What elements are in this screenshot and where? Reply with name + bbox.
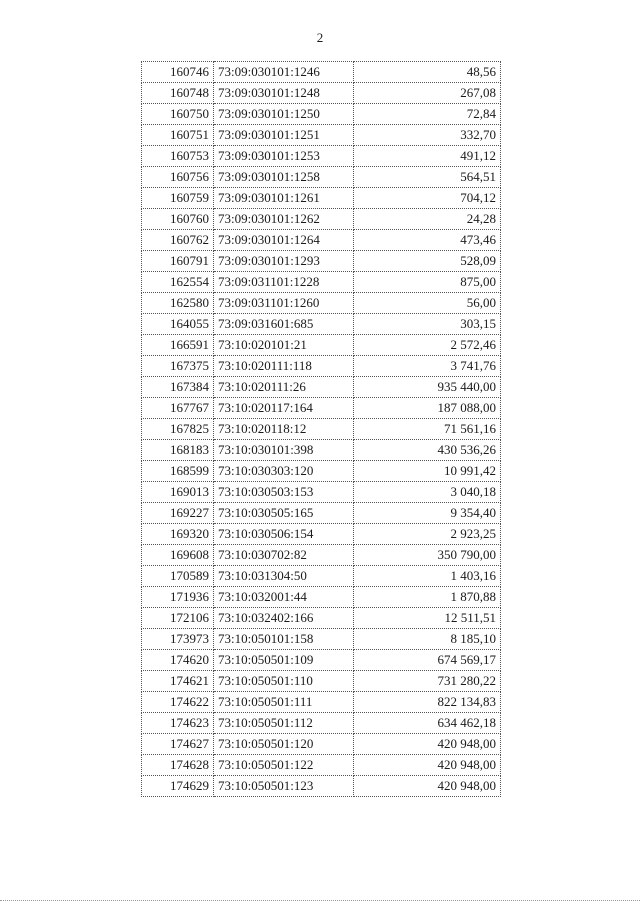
table-row xyxy=(142,650,501,671)
value-cell: 420 948,00 xyxy=(354,776,501,797)
row-id-cell: 166591 xyxy=(142,335,214,356)
row-id-cell: 162580 xyxy=(142,293,214,314)
value-cell: 473,46 xyxy=(354,230,501,251)
row-id-cell: 167384 xyxy=(142,377,214,398)
row-id-cell: 169227 xyxy=(142,503,214,524)
cadastral-number-cell: 73:09:030101:1293 xyxy=(214,251,354,272)
row-id-cell: 169608 xyxy=(142,545,214,566)
cadastral-number-cell: 73:10:030505:165 xyxy=(214,503,354,524)
value-cell: 71 561,16 xyxy=(354,419,501,440)
table-row xyxy=(142,398,501,419)
table-body xyxy=(142,62,501,797)
cadastral-number-cell: 73:10:050501:110 xyxy=(214,671,354,692)
row-id-cell: 168183 xyxy=(142,440,214,461)
row-id-cell: 174628 xyxy=(142,755,214,776)
table-row xyxy=(142,524,501,545)
row-id-cell: 172106 xyxy=(142,608,214,629)
table-row xyxy=(142,671,501,692)
value-cell: 2 572,46 xyxy=(354,335,501,356)
table-row xyxy=(142,62,501,83)
table-row xyxy=(142,83,501,104)
table-row xyxy=(142,566,501,587)
row-id-cell: 167375 xyxy=(142,356,214,377)
value-cell: 634 462,18 xyxy=(354,713,501,734)
page-number: 2 xyxy=(316,30,324,45)
cadastral-number-cell: 73:09:031601:685 xyxy=(214,314,354,335)
value-cell: 9 354,40 xyxy=(354,503,501,524)
row-id-cell: 160751 xyxy=(142,125,214,146)
value-cell: 528,09 xyxy=(354,251,501,272)
value-cell: 704,12 xyxy=(354,188,501,209)
table-row xyxy=(142,629,501,650)
row-id-cell: 174621 xyxy=(142,671,214,692)
cadastral-number-cell: 73:10:050101:158 xyxy=(214,629,354,650)
cadastral-number-cell: 73:09:030101:1261 xyxy=(214,188,354,209)
value-cell: 24,28 xyxy=(354,209,501,230)
table-row xyxy=(142,188,501,209)
cadastral-number-cell: 73:10:032402:166 xyxy=(214,608,354,629)
cadastral-number-cell: 73:09:030101:1264 xyxy=(214,230,354,251)
value-cell: 72,84 xyxy=(354,104,501,125)
table-row xyxy=(142,146,501,167)
row-id-cell: 164055 xyxy=(142,314,214,335)
table-row xyxy=(142,440,501,461)
value-cell: 3 741,76 xyxy=(354,356,501,377)
value-cell: 491,12 xyxy=(354,146,501,167)
cadastral-number-cell: 73:10:050501:109 xyxy=(214,650,354,671)
row-id-cell: 162554 xyxy=(142,272,214,293)
value-cell: 56,00 xyxy=(354,293,501,314)
value-cell: 350 790,00 xyxy=(354,545,501,566)
cadastral-number-cell: 73:10:020117:164 xyxy=(214,398,354,419)
cadastral-number-cell: 73:10:050501:111 xyxy=(214,692,354,713)
row-id-cell: 174627 xyxy=(142,734,214,755)
table-row xyxy=(142,167,501,188)
row-id-cell: 167825 xyxy=(142,419,214,440)
value-cell: 2 923,25 xyxy=(354,524,501,545)
row-id-cell: 174623 xyxy=(142,713,214,734)
cadastral-number-cell: 73:09:030101:1251 xyxy=(214,125,354,146)
table-row xyxy=(142,755,501,776)
row-id-cell: 169320 xyxy=(142,524,214,545)
cadastral-number-cell: 73:09:030101:1246 xyxy=(214,62,354,83)
row-id-cell: 160748 xyxy=(142,83,214,104)
cadastral-value-table xyxy=(141,61,501,797)
cadastral-number-cell: 73:10:030506:154 xyxy=(214,524,354,545)
cadastral-number-cell: 73:10:050501:120 xyxy=(214,734,354,755)
cadastral-number-cell: 73:10:032001:44 xyxy=(214,587,354,608)
cadastral-number-cell: 73:10:050501:123 xyxy=(214,776,354,797)
table-row xyxy=(142,230,501,251)
table-row xyxy=(142,776,501,797)
cadastral-number-cell: 73:10:030702:82 xyxy=(214,545,354,566)
row-id-cell: 174622 xyxy=(142,692,214,713)
table-row xyxy=(142,356,501,377)
row-id-cell: 160760 xyxy=(142,209,214,230)
table-row xyxy=(142,419,501,440)
table-row xyxy=(142,692,501,713)
value-cell: 935 440,00 xyxy=(354,377,501,398)
cadastral-number-cell: 73:09:030101:1262 xyxy=(214,209,354,230)
table-row xyxy=(142,335,501,356)
cadastral-number-cell: 73:09:030101:1250 xyxy=(214,104,354,125)
value-cell: 332,70 xyxy=(354,125,501,146)
value-cell: 3 040,18 xyxy=(354,482,501,503)
row-id-cell: 160762 xyxy=(142,230,214,251)
row-id-cell: 173973 xyxy=(142,629,214,650)
value-cell: 187 088,00 xyxy=(354,398,501,419)
value-cell: 267,08 xyxy=(354,83,501,104)
table-row xyxy=(142,251,501,272)
row-id-cell: 160759 xyxy=(142,188,214,209)
cadastral-number-cell: 73:09:031101:1260 xyxy=(214,293,354,314)
value-cell: 303,15 xyxy=(354,314,501,335)
row-id-cell: 170589 xyxy=(142,566,214,587)
value-cell: 674 569,17 xyxy=(354,650,501,671)
table-row xyxy=(142,377,501,398)
row-id-cell: 167767 xyxy=(142,398,214,419)
row-id-cell: 174620 xyxy=(142,650,214,671)
cadastral-number-cell: 73:09:030101:1253 xyxy=(214,146,354,167)
cadastral-number-cell: 73:10:020118:12 xyxy=(214,419,354,440)
row-id-cell: 160791 xyxy=(142,251,214,272)
table-row xyxy=(142,293,501,314)
value-cell: 48,56 xyxy=(354,62,501,83)
cadastral-number-cell: 73:10:020111:26 xyxy=(214,377,354,398)
row-id-cell: 160750 xyxy=(142,104,214,125)
value-cell: 10 991,42 xyxy=(354,461,501,482)
cadastral-number-cell: 73:10:020111:118 xyxy=(214,356,354,377)
table-row xyxy=(142,272,501,293)
value-cell: 875,00 xyxy=(354,272,501,293)
value-cell: 822 134,83 xyxy=(354,692,501,713)
cadastral-number-cell: 73:09:030101:1258 xyxy=(214,167,354,188)
value-cell: 1 403,16 xyxy=(354,566,501,587)
cadastral-number-cell: 73:10:050501:122 xyxy=(214,755,354,776)
table-row xyxy=(142,482,501,503)
row-id-cell: 169013 xyxy=(142,482,214,503)
table-row xyxy=(142,125,501,146)
value-cell: 731 280,22 xyxy=(354,671,501,692)
cadastral-number-cell: 73:10:030101:398 xyxy=(214,440,354,461)
value-cell: 1 870,88 xyxy=(354,587,501,608)
cadastral-number-cell: 73:10:031304:50 xyxy=(214,566,354,587)
row-id-cell: 174629 xyxy=(142,776,214,797)
page-bottom-rule xyxy=(0,900,640,901)
table-row xyxy=(142,713,501,734)
table-row xyxy=(142,104,501,125)
value-cell: 420 948,00 xyxy=(354,755,501,776)
table-row xyxy=(142,545,501,566)
table-row xyxy=(142,734,501,755)
value-cell: 564,51 xyxy=(354,167,501,188)
table-row xyxy=(142,587,501,608)
cadastral-number-cell: 73:10:030303:120 xyxy=(214,461,354,482)
value-cell: 430 536,26 xyxy=(354,440,501,461)
table-row xyxy=(142,461,501,482)
row-id-cell: 171936 xyxy=(142,587,214,608)
cadastral-number-cell: 73:10:020101:21 xyxy=(214,335,354,356)
cadastral-number-cell: 73:10:030503:153 xyxy=(214,482,354,503)
row-id-cell: 168599 xyxy=(142,461,214,482)
value-cell: 12 511,51 xyxy=(354,608,501,629)
table-row xyxy=(142,503,501,524)
cadastral-number-cell: 73:10:050501:112 xyxy=(214,713,354,734)
table-row xyxy=(142,209,501,230)
row-id-cell: 160756 xyxy=(142,167,214,188)
value-cell: 420 948,00 xyxy=(354,734,501,755)
cadastral-number-cell: 73:09:031101:1228 xyxy=(214,272,354,293)
value-cell: 8 185,10 xyxy=(354,629,501,650)
row-id-cell: 160753 xyxy=(142,146,214,167)
table-row xyxy=(142,608,501,629)
cadastral-number-cell: 73:09:030101:1248 xyxy=(214,83,354,104)
table-row xyxy=(142,314,501,335)
row-id-cell: 160746 xyxy=(142,62,214,83)
